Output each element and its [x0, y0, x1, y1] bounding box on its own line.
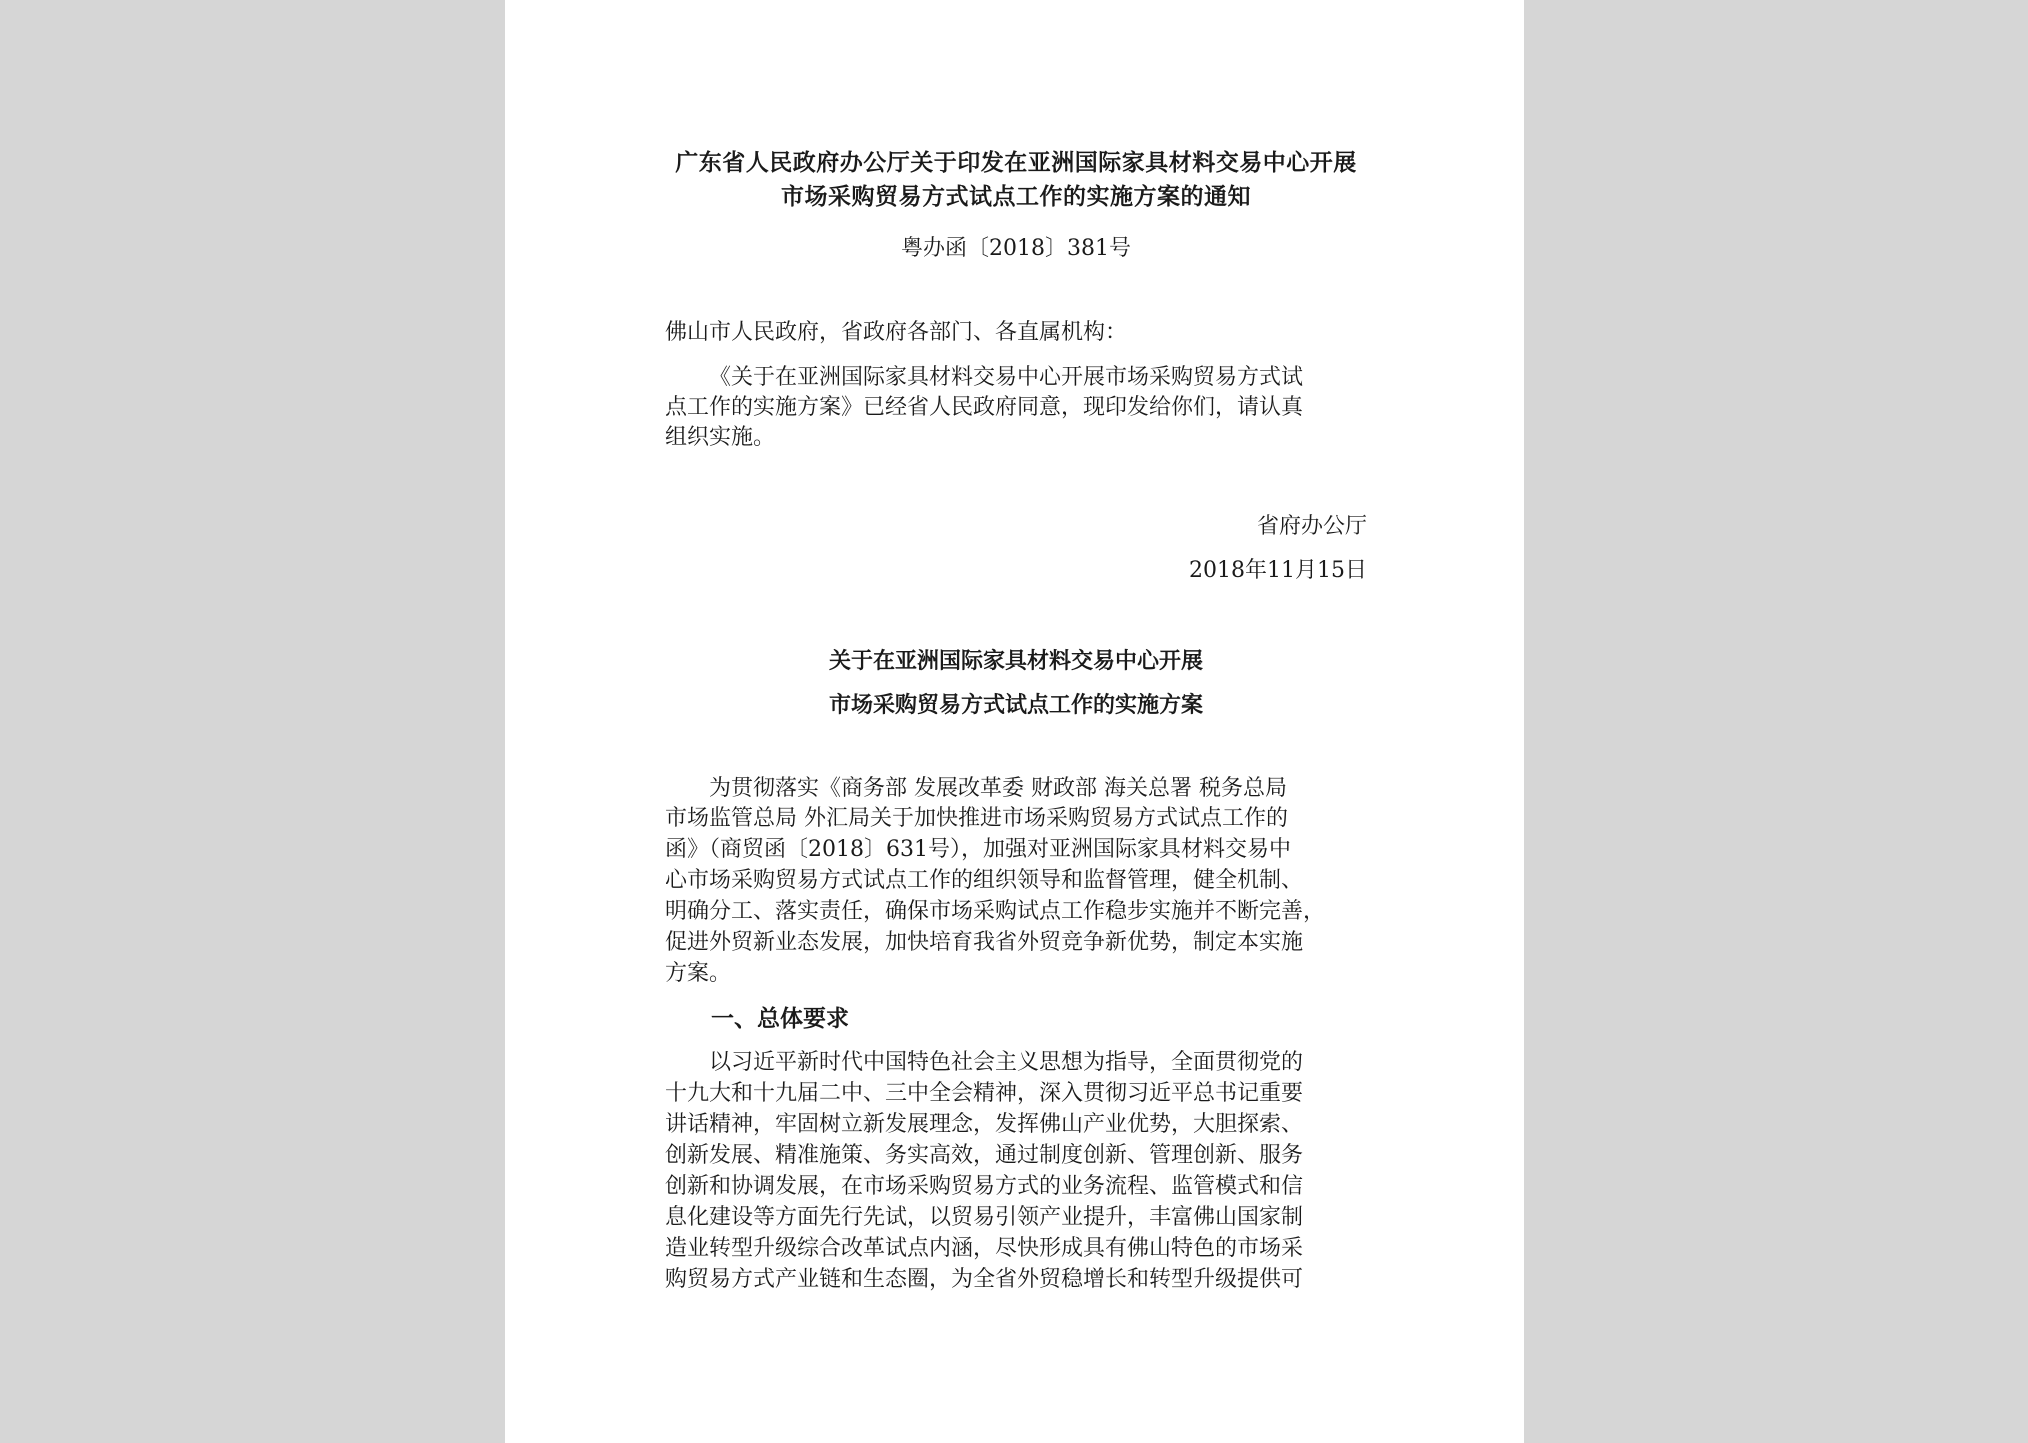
addressee: 佛山市人民政府，省政府各部门、各直属机构：	[665, 320, 1128, 345]
plan-intro-line-3: 函》（商贸函〔2018〕631号），加强对亚洲国际家具材料交易中	[665, 837, 1291, 862]
plan-title-line-2: 市场采购贸易方式试点工作的实施方案	[828, 692, 1203, 718]
notice-body-line-3: 组织实施。	[665, 425, 776, 450]
plan-title-line-1: 关于在亚洲国际家具材料交易中心开展	[828, 648, 1203, 674]
notice-body-line-2: 点工作的实施方案》已经省人民政府同意，现印发给你们，请认真	[665, 395, 1304, 420]
section-1-line-7: 造业转型升级综合改革试点内涵，尽快形成具有佛山特色的市场采	[665, 1236, 1304, 1261]
signature: 省府办公厅	[1256, 514, 1367, 539]
section-1-line-1: 以习近平新时代中国特色社会主义思想为指导，全面贯彻党的	[709, 1050, 1304, 1075]
plan-intro-line-2: 市场监管总局 外汇局关于加快推进市场采购贸易方式试点工作的	[665, 806, 1288, 831]
notice-title-line-2: 市场采购贸易方式试点工作的实施方案的通知	[781, 183, 1251, 210]
notice-date: 2018年11月15日	[1189, 558, 1367, 583]
section-1-line-8: 购贸易方式产业链和生态圈，为全省外贸稳增长和转型升级提供可	[665, 1267, 1304, 1292]
section-1-line-2: 十九大和十九届二中、三中全会精神，深入贯彻习近平总书记重要	[665, 1081, 1304, 1106]
notice-title-line-1: 广东省人民政府办公厅关于印发在亚洲国际家具材料交易中心开展	[675, 149, 1357, 176]
section-1-line-3: 讲话精神，牢固树立新发展理念，发挥佛山产业优势，大胆探索、	[665, 1112, 1304, 1137]
section-1-line-5: 创新和协调发展，在市场采购贸易方式的业务流程、监管模式和信	[665, 1174, 1304, 1199]
section-1-heading: 一、总体要求	[711, 1005, 849, 1032]
plan-intro-line-5: 明确分工、落实责任，确保市场采购试点工作稳步实施并不断完善，	[665, 899, 1326, 924]
notice-body-line-1: 《关于在亚洲国际家具材料交易中心开展市场采购贸易方式试	[709, 365, 1304, 390]
document-page	[505, 0, 1524, 1443]
plan-intro-line-6: 促进外贸新业态发展，加快培育我省外贸竞争新优势，制定本实施	[665, 930, 1304, 955]
plan-intro-line-7: 方案。	[665, 961, 732, 986]
plan-intro-line-4: 心市场采购贸易方式试点工作的组织领导和监督管理，健全机制、	[665, 868, 1304, 893]
document-number: 粤办函〔2018〕381号	[901, 236, 1131, 261]
document-content	[665, 0, 1367, 1443]
plan-intro-line-1: 为贯彻落实《商务部 发展改革委 财政部 海关总署 税务总局	[709, 776, 1287, 801]
section-1-line-4: 创新发展、精准施策、务实高效，通过制度创新、管理创新、服务	[665, 1143, 1304, 1168]
section-1-line-6: 息化建设等方面先行先试，以贸易引领产业提升，丰富佛山国家制	[665, 1205, 1304, 1230]
